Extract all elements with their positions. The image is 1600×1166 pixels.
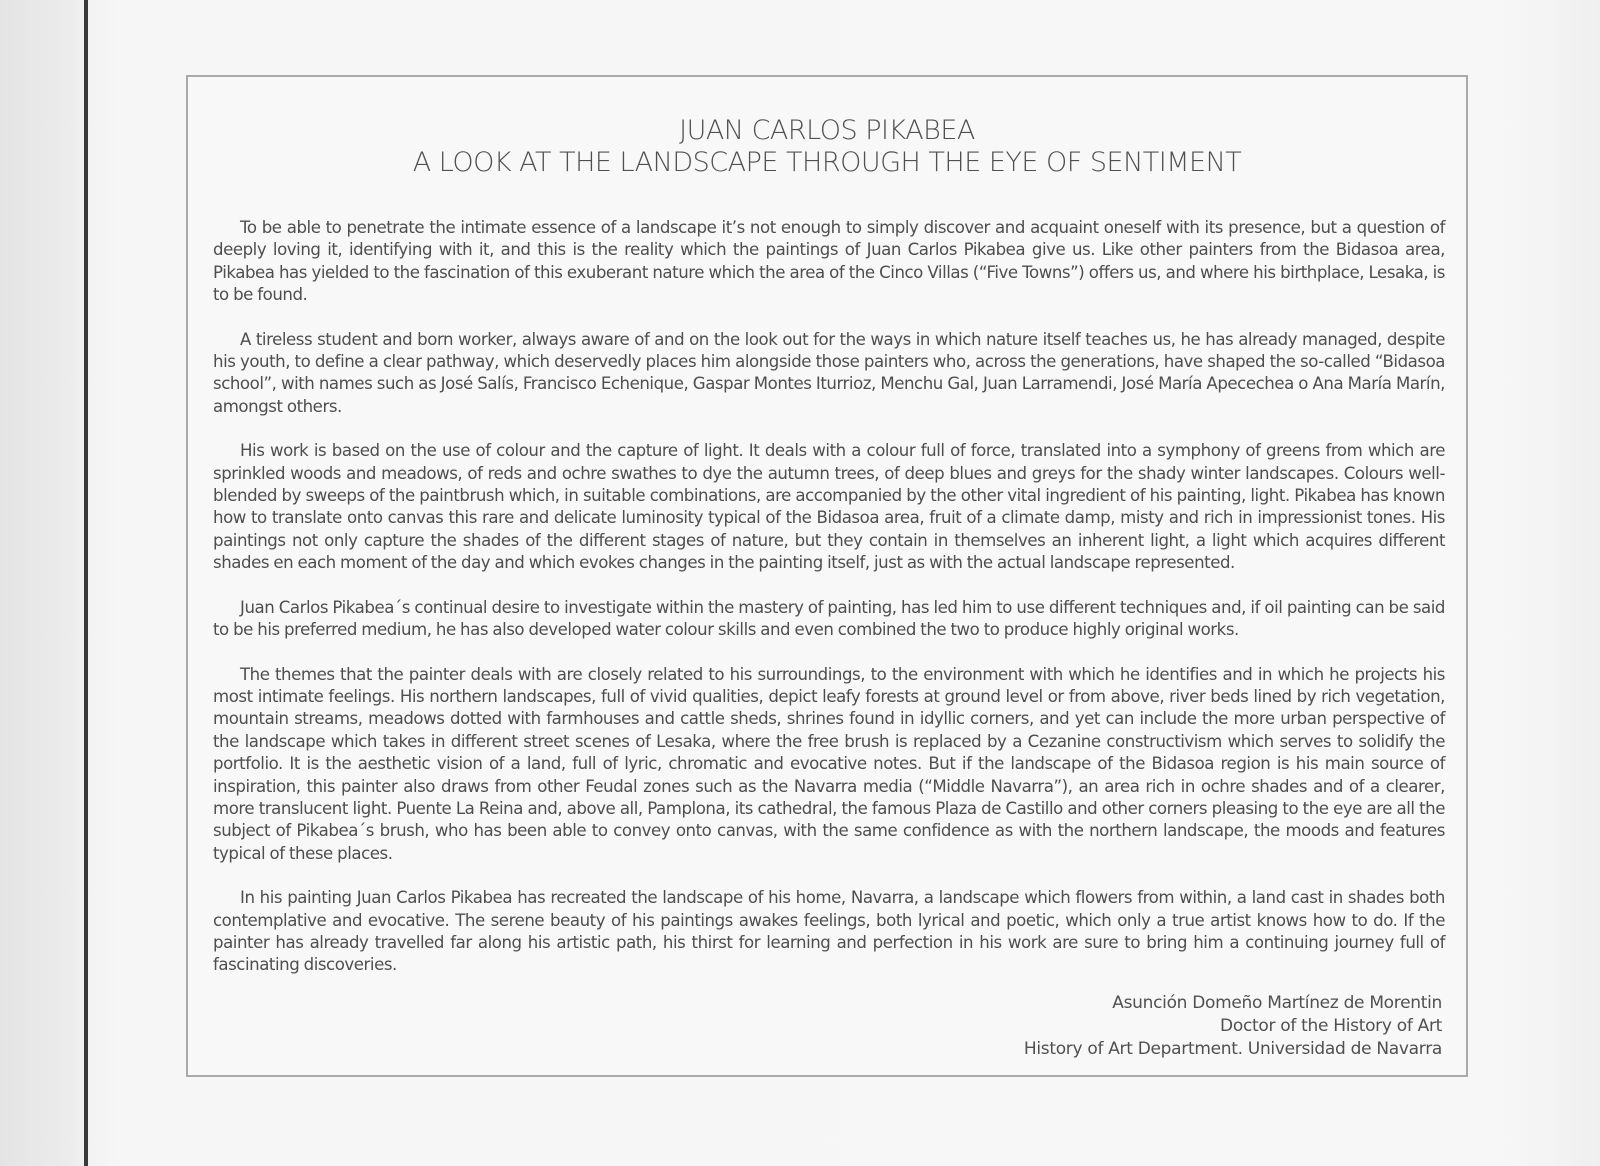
article-frame bbox=[186, 75, 1468, 1077]
author-name: Asunción Domeño Martínez de Morentin bbox=[1112, 993, 1442, 1013]
paragraph-5: The themes that the painter deals with are closely related to his surroundings, to the environment with which he identifies and in which he projects his most intimate feelings. His northern landscapes, full of vivid qualities, depict leafy forests at ground level or from above, river beds lined by rich vegetation, mountain streams, meadows dotted with farmhouses and cattle sheds, shrines found in idyllic corners, and yet can include the more urban perspective of the landscape which takes in different street scenes of Lesaka, where the free brush is replaced by a Cezanine constructivism which serves to solidify the portfolio. It is the aesthetic vision of a land, full of lyric, chromatic and evocative notes. But if the landscape of the Bidasoa region is his main source of inspiration, this painter also draws from other Feudal zones such as the Navarra media (“Middle Navarra”), an area rich in ochre shades and of a clearer, more translucent light. Puente La Reina and, above all, Pamplona, its cathedral, the famous Plaza de Castillo and other corners pleasing to the eye are all the subject of Pikabea´s brush, who has been able to convey onto canvas, with the same confidence as with the northern landscape, the moods and features typical of these places. bbox=[213, 664, 1445, 863]
author-signature bbox=[1024, 992, 1442, 1061]
paragraph-1: To be able to penetrate the intimate essence of a landscape it’s not enough to simply discover and acquaint oneself with its presence, but a question of deeply loving it, identifying with it, and this is the reality which the paintings of Juan Carlos Pikabea give us. Like other painters from the Bidasoa area, Pikabea has yielded to the fascination of this exuberant nature which the area of the Cinco Villas (“Five Towns”) offers us, and where his birthplace, Lesaka, is to be found. bbox=[213, 218, 1445, 305]
author-affiliation: History of Art Department. Universidad de Navarra bbox=[1023, 1039, 1442, 1059]
binding-edge bbox=[0, 0, 84, 1166]
paragraph-4: Juan Carlos Pikabea´s continual desire to investigate within the mastery of painting, has led him to use different techniques and, if oil painting can be said to be his preferred medium, he has also developed water colour skills and even combined the two to produce highly original works. bbox=[213, 597, 1445, 640]
article-title-line1: JUAN CARLOS PIKABEA bbox=[679, 115, 975, 146]
article-title-line2: A LOOK AT THE LANDSCAPE THROUGH THE EYE OF SENTIMENT bbox=[412, 147, 1242, 178]
paragraph-2: A tireless student and born worker, always aware of and on the look out for the ways in which nature itself teaches us, he has already managed, despite his youth, to define a clear pathway, which deservedly places him alongside those painters who, across the generations, have shaped the so-called “Bidasoa school”, with names such as José Salís, Francisco Echenique, Gaspar Montes Iturrioz, Menchu Gal, Juan Larramendi, José María Apecechea o Ana María Marín, amongst others. bbox=[213, 329, 1445, 416]
paragraph-3: His work is based on the use of colour and the capture of light. It deals with a colour full of force, translated into a symphony of greens from which are sprinkled woods and meadows, of reds and ochre swathes to dye the autumn trees, of deep blues and greys for the shady winter landscapes. Colours well-blended by sweeps of the paintbrush which, in suitable combinations, are accompanied by the other vital ingredient of his painting, light. Pikabea has known how to translate onto canvas this rare and delicate luminosity typical of the Bidasoa area, fruit of a climate damp, misty and rich in impressionist tones. His paintings not only capture the shades of the different stages of nature, but they contain in themselves an inherent light, a light which acquires different shades en each moment of the day and which evokes changes in the painting itself, just as with the actual landscape represented. bbox=[213, 441, 1445, 573]
article-body bbox=[213, 217, 1445, 977]
paragraph-6: In his painting Juan Carlos Pikabea has recreated the landscape of his home, Navarra, a landscape which flowers from within, a land cast in shades both contemplative and evocative. The serene beauty of his paintings awakes feelings, both lyrical and poetic, which only a true artist knows how to do. If the painter has already travelled far along his artistic path, his thirst for learning and perfection in his work are sure to bring him a continuing journey full of fascinating discoveries. bbox=[213, 888, 1445, 975]
binding-line bbox=[84, 0, 88, 1166]
author-title: Doctor of the History of Art bbox=[1220, 1016, 1442, 1036]
